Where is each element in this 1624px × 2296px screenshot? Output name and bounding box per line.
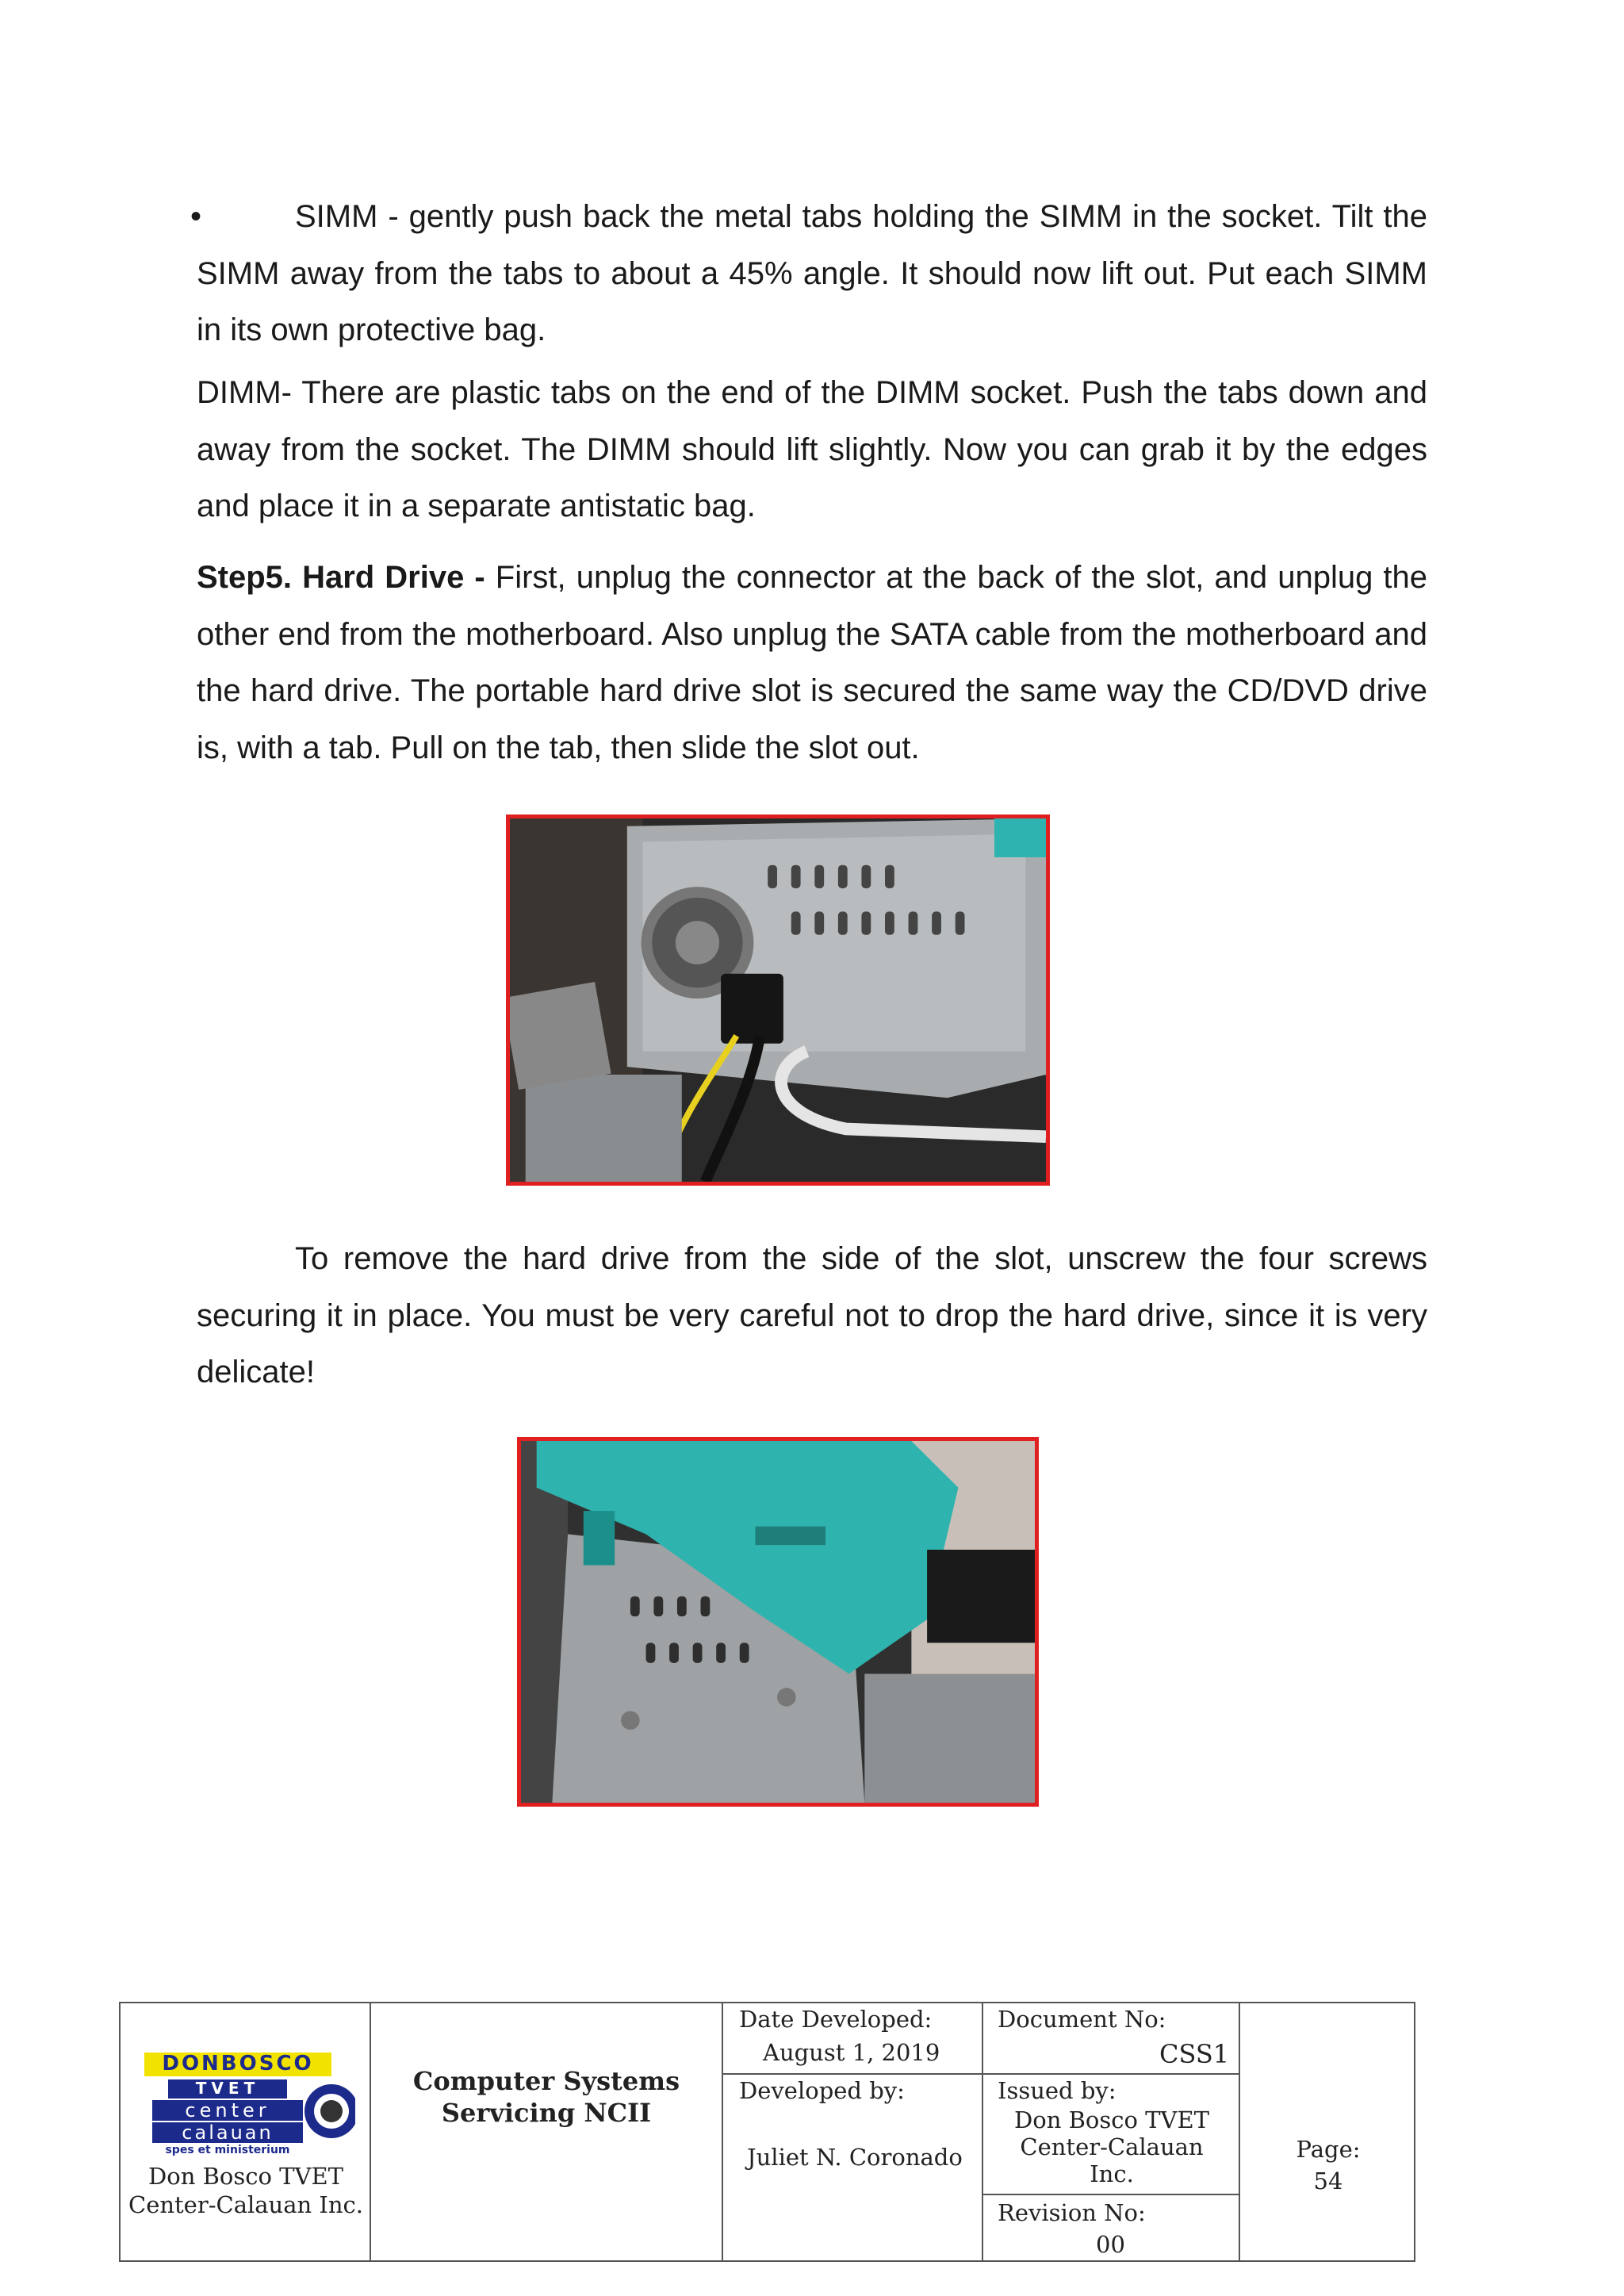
issued-by-label: Issued by: <box>998 2077 1116 2104</box>
paragraph-remove-hard-drive <box>197 1231 1427 1401</box>
don-bosco-logo <box>141 2049 355 2159</box>
paragraph-simm-text: SIMM - gently push back the metal tabs holding the SIMM in the socket. Tilt the SIMM away from the tabs to about a 45% angle. It should now lift out. Put each SIMM in its own protective bag. <box>197 199 1427 347</box>
developed-by-value: Juliet N. Coronado <box>747 2144 963 2171</box>
step5-text: First, unplug the connector at the back of the slot, and unplug the other end from the motherboard. Also unplug the SATA cable from the motherboard and the hard drive. The portable hard drive slot is secured the same way the CD/DVD drive is, with a tab. Pull on the tab, then slide the slot out. <box>197 560 1428 765</box>
revision-no-value: 00 <box>1096 2231 1125 2258</box>
logo-motto: spes et ministerium <box>165 2144 290 2156</box>
logo-text-center: center <box>185 2099 270 2122</box>
course-title: Computer Systems Servicing NCII <box>412 2066 680 2128</box>
document-no-label: Document No: <box>998 2006 1166 2033</box>
hard-drive-slot-illustration <box>510 818 1046 1182</box>
issued-by-value: Don Bosco TVET Center-Calauan Inc. <box>1014 2106 1209 2187</box>
logo-text-donbosco: DONBOSCO <box>162 2052 314 2076</box>
logo-text-tvet: TVET <box>195 2079 260 2098</box>
hard-drive-screws-photo <box>517 1437 1039 1807</box>
page-label: Page: <box>1296 2136 1361 2163</box>
hard-drive-screws-illustration <box>521 1441 1035 1803</box>
org-name: Don Bosco TVET Center-Calauan Inc. <box>128 2163 364 2218</box>
paragraph-dimm <box>197 365 1427 535</box>
page-number: 54 <box>1313 2168 1343 2194</box>
logo-text-calauan: calauan <box>182 2122 274 2144</box>
developed-by-label: Developed by: <box>739 2077 905 2104</box>
step5-heading: Step5. Hard Drive - <box>197 560 485 595</box>
hard-drive-slot-photo <box>506 815 1050 1186</box>
document-footer-table <box>119 2002 1415 2262</box>
paragraph-remove-hard-drive-text: To remove the hard drive from the side of the slot, unscrew the four screws securing it in place. You must be very careful not to drop the hard drive, since it is very delicate! <box>197 1241 1427 1389</box>
paragraph-step5 <box>197 550 1427 776</box>
paragraph-dimm-text: DIMM- There are plastic tabs on the end of the DIMM socket. Push the tabs down and away from the socket. The DIMM should lift slightly. Now you can grab it by the edges and place it in a separate antistatic bag. <box>197 375 1427 523</box>
date-developed-value: August 1, 2019 <box>763 2039 940 2066</box>
date-developed-label: Date Developed: <box>739 2006 933 2033</box>
bullet-dot: • <box>190 199 202 234</box>
revision-no-label: Revision No: <box>998 2199 1146 2226</box>
paragraph-simm <box>190 189 1427 359</box>
document-no-value: CSS1 <box>1159 2039 1230 2069</box>
